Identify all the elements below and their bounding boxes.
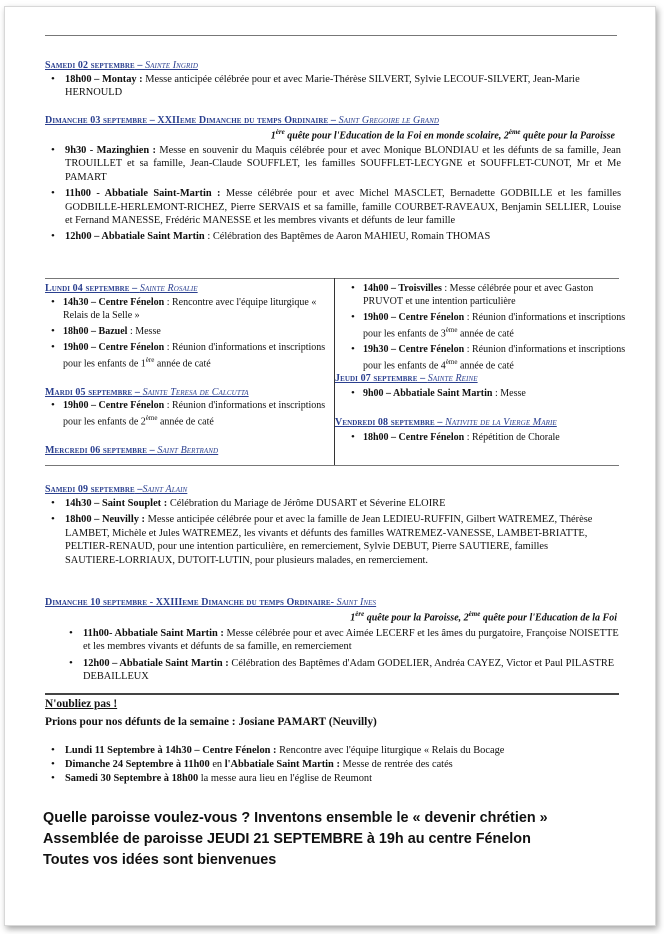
list-item: • 19h00 – Centre Fénelon : Réunion d'informations et inscriptions pour les enfants de 1ère année de caté <box>35 341 327 370</box>
list-dimanche-03 <box>41 144 621 247</box>
list-item: • 18h00 – Centre Fénelon : Répétition de Chorale <box>335 431 627 444</box>
list-mercredi-06-right <box>335 282 627 376</box>
list-samedi-02 <box>41 73 621 103</box>
bulletin-page <box>4 6 656 926</box>
header-mardi-05: Mardi 05 septembre – Sainte Teresa de Calcutta <box>45 387 249 398</box>
header-dimanche-10: Dimanche 10 septembre - XXIIIeme Dimanche du temps Ordinaire- Saint Ines <box>45 597 377 608</box>
header-dimanche-03: Dimanche 03 septembre – XXIIeme Dimanche du temps Ordinaire – Saint Gregoire le Grand <box>45 115 440 126</box>
closing-line-2: Assemblée de paroisse JEUDI 21 SEPTEMBRE à 19h au centre Fénelon <box>43 831 531 847</box>
header-vendredi-08: Vendredi 08 septembre – Nativite de la Vierge Marie <box>335 417 557 428</box>
columns-top-rule <box>45 278 619 279</box>
list-item: • Dimanche 24 Septembre à 11h00 en l'Abbatiale Saint Martin : Messe de rentrée des catés <box>41 758 631 771</box>
list-item: • Samedi 30 Septembre à 18h00 la messe aura lieu en l'église de Reumont <box>41 772 631 785</box>
columns-bottom-rule <box>45 465 619 466</box>
list-jeudi-07 <box>335 387 627 403</box>
header-samedi-09: Samedi 09 septembre –Saint Alain <box>45 484 188 495</box>
list-item: • 12h00 – Abbatiale Saint Martin : Célébration des Baptêmes de Aaron MAHIEU, Romain THOMAS <box>41 230 621 243</box>
closing-line-1: Quelle paroisse voulez-vous ? Inventons ensemble le « devenir chrétien » <box>43 810 548 826</box>
header-mercredi-06: Mercredi 06 septembre – Saint Bertrand <box>45 445 219 456</box>
reminder-title: N'oubliez pas ! <box>45 698 118 710</box>
list-samedi-09 <box>41 497 601 570</box>
list-item: • 18h00 – Bazuel : Messe <box>35 325 327 338</box>
list-item: • 19h30 – Centre Fénelon : Réunion d'informations et inscriptions pour les enfants de 4ème année de caté <box>335 343 627 372</box>
list-item: • 14h30 – Centre Fénelon : Rencontre avec l'équipe liturgique « Relais de la Selle » <box>35 296 327 322</box>
list-item: • 18h00 – Neuvilly : Messe anticipée célébrée pour et avec la famille de Jean LEDIEU-RUFFIN, Gilbert WATREMEZ, Thérèse LAMBET, Michèle et Jules WATREMEZ, les vivants et défunts des familles WATREMEZ-VANESSE, LAMBET-BRIATTE, PELTIER-RENAUD, pour une intention particulière, en remerciement, Sylvie DEBUT, Pierre SAUTIERE, familles SAUTIERE-LORRIAUX, DUTOIT-LUTIN, pour plusieurs malades, en remerciement. <box>41 513 601 567</box>
closing-line-3: Toutes vos idées sont bienvenues <box>43 852 277 868</box>
quete-dimanche-03: 1ère quête pour l'Education de la Foi en monde scolaire, 2ème quête pour la Paroisse <box>270 128 615 142</box>
list-item: • 18h00 – Montay : Messe anticipée célébrée pour et avec Marie-Thérèse SILVERT, Sylvie LECOUF-SILVERT, Jean-Marie HERNOULD <box>41 73 621 100</box>
prayer-line: Prions pour nos défunts de la semaine : Josiane PAMART (Neuvilly) <box>45 716 377 728</box>
list-item: • 19h00 – Centre Fénelon : Réunion d'informations et inscriptions pour les enfants de 2ème année de caté <box>35 399 327 428</box>
header-jeudi-07: Jeudi 07 septembre – Sainte Reine <box>335 373 478 384</box>
list-dimanche-10 <box>59 627 619 687</box>
list-item: • 12h00 – Abbatiale Saint Martin : Célébration des Baptêmes d'Adam GODELIER, Andréa CAYEZ, Victor et Paul PILASTRE DEBAILLEUX <box>59 657 619 684</box>
list-mardi-05 <box>35 399 327 431</box>
reminder-rule <box>45 693 619 695</box>
top-rule <box>45 35 617 36</box>
list-item: • Lundi 11 Septembre à 14h30 – Centre Fénelon : Rencontre avec l'équipe liturgique « Relais du Bocage <box>41 744 631 757</box>
list-item: • 14h00 – Troisvilles : Messe célébrée pour et avec Gaston PRUVOT et une intention particulière <box>335 282 627 308</box>
list-item: • 11h00 - Abbatiale Saint-Martin : Messe célébrée pour et avec Michel MASCLET, Bernadette GODBILLE et les familles GODBILLE-HERLEMONT-RICHEZ, Pierre SERVAIS et sa famille, famille COURBET-RAVEAUX, Benjamin SELLIER, Louise et Fernand MANESSE, Frédéric MANESSE et les membres vivants et défunts de leur famille <box>41 187 621 227</box>
list-reminder <box>41 744 631 788</box>
list-item: • 11h00- Abbatiale Saint Martin : Messe célébrée pour et avec Aimée LECERF et les âmes du purgatoire, Françoise NOISETTE et les membres vivants et défunts de sa famille, en remerciement <box>59 627 619 654</box>
list-lundi-04 <box>35 296 327 373</box>
list-item: • 19h00 – Centre Fénelon : Réunion d'informations et inscriptions pour les enfants de 3ème année de caté <box>335 311 627 340</box>
header-samedi-02: Samedi 02 septembre – Sainte Ingrid <box>45 60 199 71</box>
list-item: • 9h30 - Mazinghien : Messe en souvenir du Maquis célébrée pour et avec Monique BLONDIAU et les défunts de sa famille, Jean TROUILLET et sa famille, Jean-Claude SOUFFLET, les familles SOUFFLET-LECYGNE et SOUFFLET-CUNOT, Mr et Me PAMART <box>41 144 621 184</box>
header-lundi-04: Lundi 04 septembre – Sainte Rosalie <box>45 283 198 294</box>
list-item: • 14h30 – Saint Souplet : Célébration du Mariage de Jérôme DUSART et Séverine ELOIRE <box>41 497 601 510</box>
list-item: • 9h00 – Abbatiale Saint Martin : Messe <box>335 387 627 400</box>
quete-dimanche-10: 1ère quête pour la Paroisse, 2ème quête pour l'Education de la Foi <box>350 610 617 624</box>
list-vendredi-08 <box>335 431 627 447</box>
